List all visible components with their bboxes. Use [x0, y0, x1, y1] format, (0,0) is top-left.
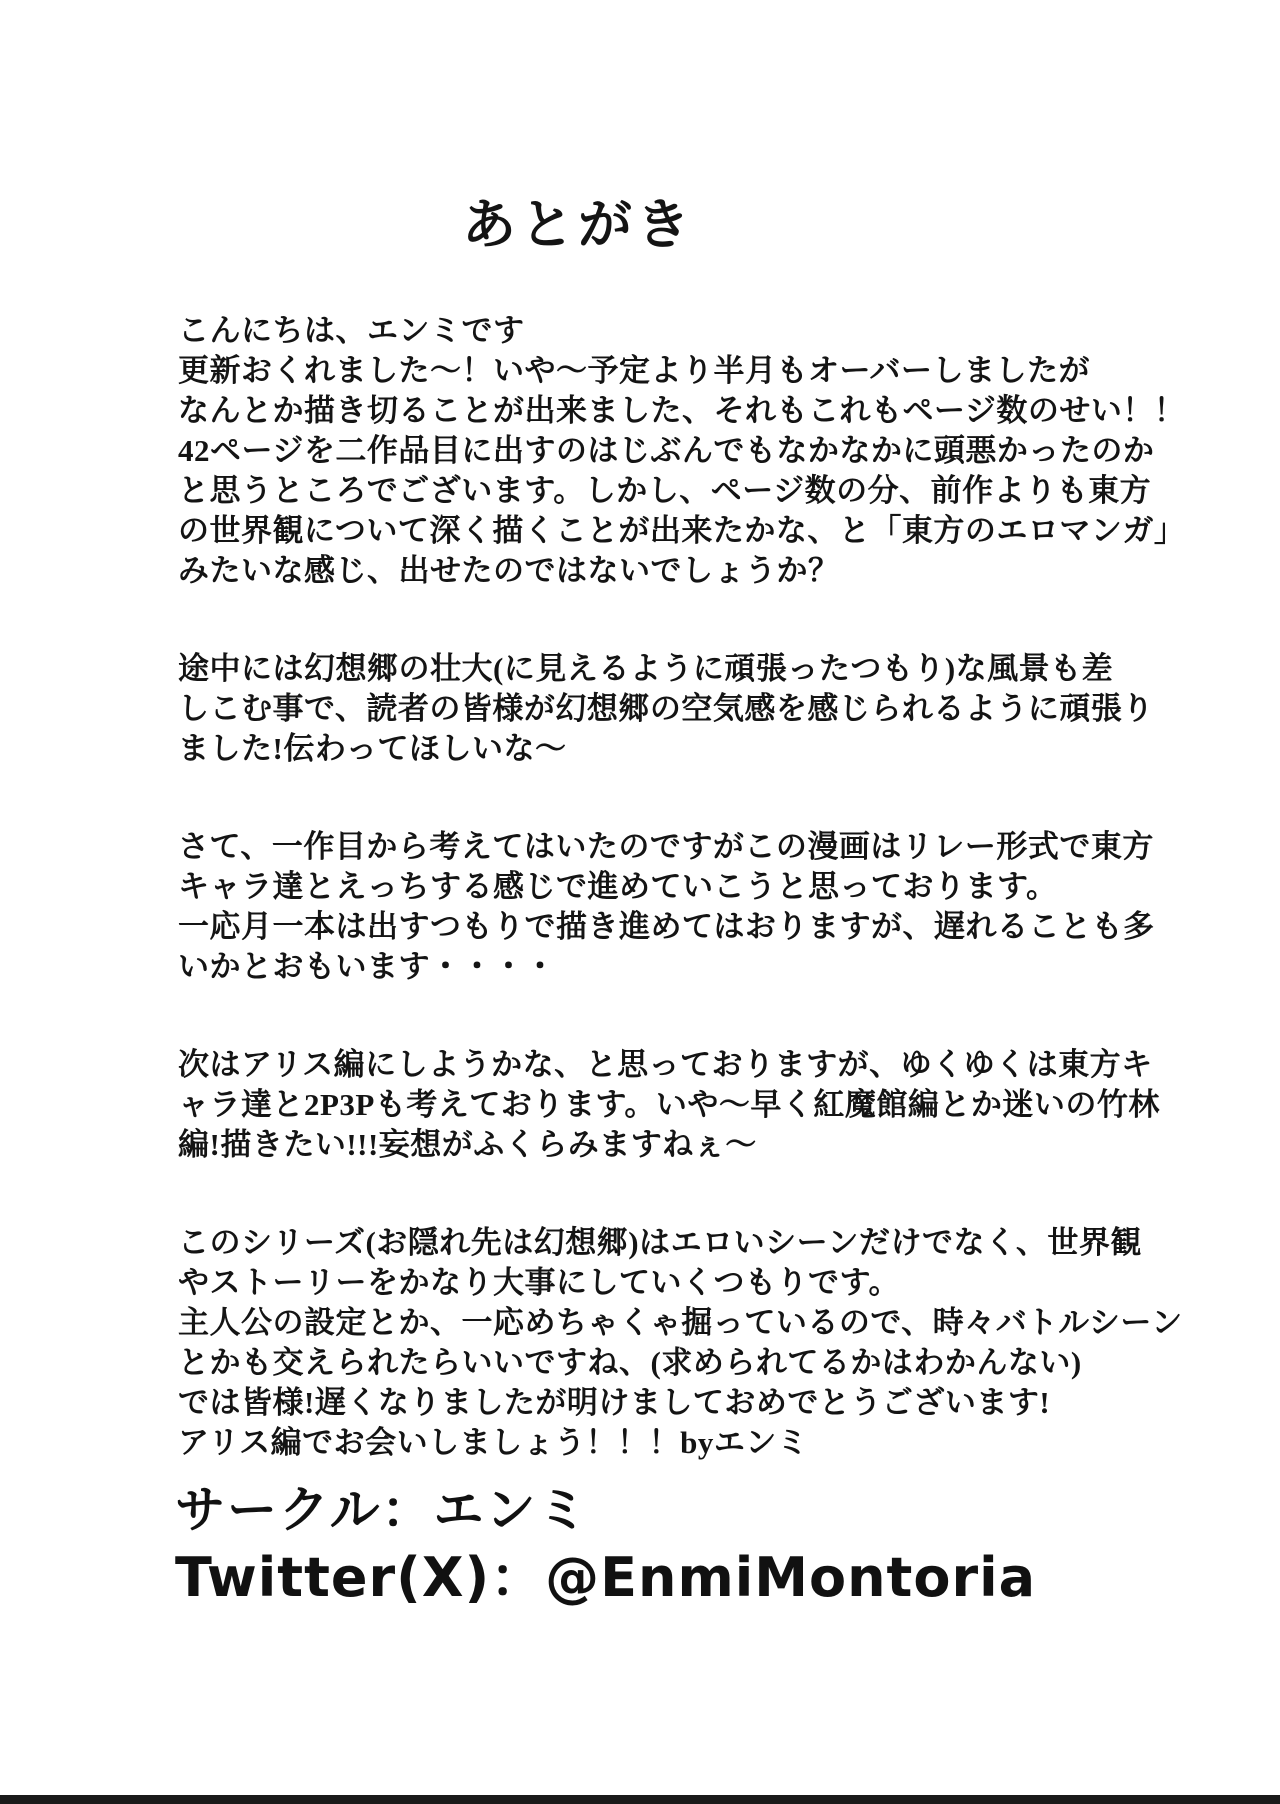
page-title: あとがき: [462, 193, 694, 256]
afterword-body: [178, 311, 1186, 1463]
paragraph: [178, 827, 1155, 987]
paragraph: [178, 311, 1186, 591]
text-line: の世界観について深く描くことが出来たかな、と「東方のエロマンガ」: [178, 513, 1186, 548]
text-line: 編!描きたい!!!妄想がふくらみますねぇ～: [178, 1127, 757, 1162]
twitter-handle: Twitter(X)：@EnmiMontoria: [175, 1546, 1037, 1609]
text-line: ャラ達と2P3Pも考えております。いや～早く紅魔館編とか迷いの竹林: [178, 1087, 1160, 1122]
text-line: こんにちは、エンミです: [178, 313, 525, 348]
paragraph: [178, 1045, 1160, 1165]
text-line: いかとおもいます・・・・: [178, 949, 556, 984]
text-line: キャラ達とえっちする感じで進めていこうと思っております。: [178, 869, 1058, 904]
text-line: 一応月一本は出すつもりで描き進めてはおりますが、遅れることも多: [178, 909, 1155, 944]
credits-footer: [175, 1478, 1175, 1614]
text-line: このシリーズ(お隠れ先は幻想郷)はエロいシーンだけでなく、世界観: [178, 1225, 1142, 1260]
text-line: では皆様!遅くなりましたが明けましておめでとうございます!: [178, 1385, 1051, 1420]
text-line: アリス編でお会いしましょう！！！byエンミ: [178, 1425, 809, 1460]
text-line: 途中には幻想郷の壮大(に見えるように頑張ったつもり)な風景も差: [178, 651, 1114, 686]
text-line: 主人公の設定とか、一応めちゃくゃ掘っているので、時々バトルシーン: [178, 1305, 1183, 1340]
text-line: なんとか描き切ることが出来ました、それもこれもページ数のせい！！: [178, 393, 1186, 428]
text-line: ました!伝わってほしいな～: [178, 731, 567, 766]
text-line: 42ページを二作品目に出すのはじぶんでもなかなかに頭悪かったのか: [178, 433, 1155, 468]
text-line: やストーリーをかなり大事にしていくつもりです。: [178, 1265, 901, 1300]
paragraph: [178, 1223, 1183, 1463]
page-bottom-edge: [0, 1795, 1280, 1804]
text-line: みたいな感じ、出せたのではないでしょうか？: [178, 553, 840, 588]
paragraph: [178, 649, 1154, 769]
circle-name: サークル：エンミ: [175, 1481, 590, 1539]
afterword-content: [178, 0, 1186, 1463]
text-line: とかも交えられたらいいですね、(求められてるかはわかんない): [178, 1345, 1082, 1380]
text-line: 更新おくれました～！いや～予定より半月もオーバーしましたが: [178, 353, 1090, 388]
text-line: しこむ事で、読者の皆様が幻想郷の空気感を感じられるように頑張り: [178, 691, 1154, 726]
text-line: と思うところでございます。しかし、ページ数の分、前作よりも東方: [178, 473, 1152, 508]
text-line: さて、一作目から考えてはいたのですがこの漫画はリレー形式で東方: [178, 829, 1154, 864]
text-line: 次はアリス編にしようかな、と思っておりますが、ゆくゆくは東方キ: [178, 1047, 1153, 1082]
